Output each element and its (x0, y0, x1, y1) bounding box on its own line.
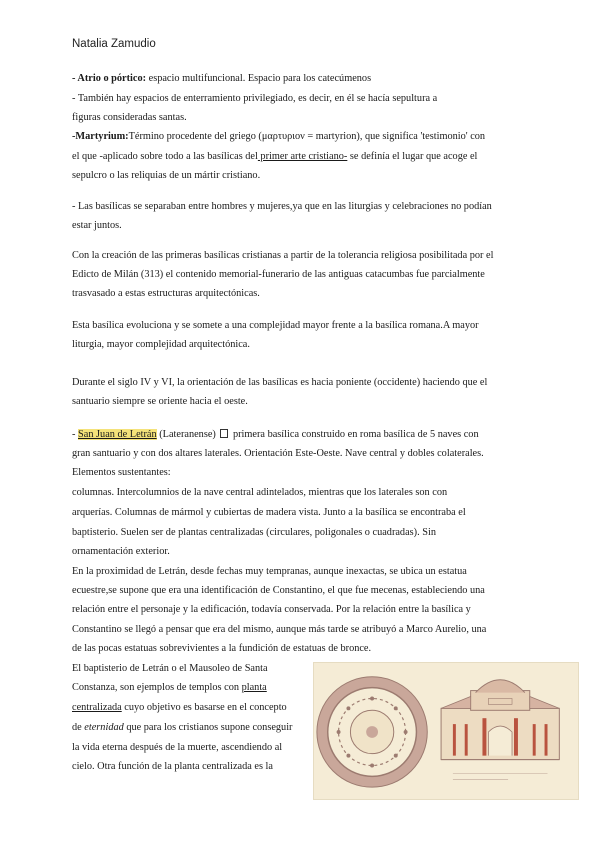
line-text: cuyo objetivo es basarse en el concepto (121, 702, 287, 713)
underlined-term: primer arte cristiano- (257, 151, 348, 162)
missing-glyph-icon (220, 429, 228, 438)
paragraph-line: En la proximidad de Letrán, desde fechas muy tempranas, aunque inexactas, se ubica un estatua (72, 566, 467, 577)
line-text: que para los cristianos supone conseguir (123, 722, 293, 733)
section-elevation (441, 680, 559, 780)
architectural-drawing (314, 663, 578, 799)
line-text: Término procedente del griego (μαρτυριον = martyrion), que significa 'testimonio' con (128, 131, 486, 142)
paragraph-line: de las pocas estatuas sobrevivientes a la fundición de estatuas de bronce. (72, 643, 372, 654)
paragraph-line: figuras consideradas santas. (72, 112, 187, 123)
paragraph-line: Esta basílica evoluciona y se somete a una complejidad mayor frente a la basílica romana.A mayor (72, 320, 479, 331)
document-author: Natalia Zamudio (72, 38, 156, 50)
circular-floor-plan (317, 677, 427, 787)
paragraph-line: santuario siempre se oriente hacia el oeste. (72, 396, 248, 407)
paragraph-line: estar juntos. (72, 220, 122, 231)
paragraph-line: arquerías. Columnas de mármol y cubiertas de madera vista. Junto a la basílica se encontraba el (72, 507, 466, 518)
paragraph-line: trasvasado a estas estructuras arquitectónicas. (72, 288, 260, 299)
highlighted-term: San Juan de Letrán (78, 429, 157, 440)
paragraph-line: Edicto de Milán (313) el contenido memorial-funerario de las antiguas catacumbas fue parcialmente (72, 269, 485, 280)
paragraph-line: cielo. Otra función de la planta centralizada es la (72, 761, 273, 772)
paragraph-line: ecuestre,se supone que era una identificación de Constantino, el que fue mecenas, estableciendo una (72, 585, 485, 596)
paragraph-line: Durante el siglo IV y VI, la orientación de las basílicas es hacia poniente (occidente) haciendo que el (72, 377, 488, 388)
paragraph-line: gran santuario y con dos altares laterales. Orientación Este-Oeste. Nave central y dobles colaterales. (72, 448, 484, 459)
paragraph-line (72, 151, 534, 163)
line-text: (Lateranense) (156, 429, 219, 440)
paragraph-line: ornamentación exterior. (72, 546, 170, 557)
paragraph-line: El baptisterio de Letrán o el Mausoleo de Santa (72, 663, 268, 674)
line-text: se definía el lugar que acoge el (347, 151, 478, 162)
paragraph-line: baptisterio. Suelen ser de plantas centralizadas (circulares, poligonales o cuadradas). Sin (72, 527, 436, 538)
line-text: el que -aplicado sobre todo a las basílicas del (72, 151, 258, 162)
paragraph-line (72, 722, 310, 734)
underlined-term: planta (241, 682, 267, 693)
term-martyrium: -Martyrium: (72, 131, 129, 142)
paragraph-line (72, 682, 310, 694)
paragraph-line: Elementos sustentantes: (72, 467, 171, 478)
paragraph-line: Constantino se llegó a pensar que era del mismo, aunque más tarde se atribuyó a Marco Aurelio, una (72, 624, 487, 635)
paragraph-line: - También hay espacios de enterramiento privilegiado, es decir, en él se hacía sepultura a (72, 93, 438, 104)
term-atrio: - Atrio o pórtico: (72, 73, 147, 84)
underlined-term: centralizada (72, 702, 122, 713)
paragraph-line (72, 73, 532, 85)
paragraph-line: Con la creación de las primeras basílicas cristianas a partir de la tolerancia religiosa posibilitada por el (72, 250, 494, 261)
baptistery-plan-section-image (313, 662, 579, 800)
paragraph-line (72, 429, 532, 441)
line-text: Constanza, son ejemplos de templos con (72, 682, 242, 693)
paragraph-line: liturgia, mayor complejidad arquitectónica. (72, 339, 250, 350)
paragraph-line: - Las basílicas se separaban entre hombres y mujeres,ya que en las liturgias y celebraciones no podían (72, 201, 492, 212)
paragraph-line: sepulcro o las reliquias de un mártir cristiano. (72, 170, 261, 181)
italic-term: eternidad (84, 722, 124, 733)
line-text: de (72, 722, 85, 733)
paragraph-line: columnas. Intercolumnios de la nave central adintelados, mientras que los laterales son con (72, 487, 448, 498)
paragraph-line (72, 131, 534, 143)
line-text: - (72, 429, 79, 440)
line-text: primera basílica construido en roma basílica de 5 naves con (230, 429, 479, 440)
line-text: espacio multifuncional. Espacio para los catecúmenos (146, 73, 372, 84)
paragraph-line (72, 702, 310, 714)
paragraph-line: la vida eterna después de la muerte, ascendiendo al (72, 742, 283, 753)
paragraph-line: relación entre el personaje y la edificación, todavía conservada. Por la relación entre la basílica y (72, 604, 471, 615)
